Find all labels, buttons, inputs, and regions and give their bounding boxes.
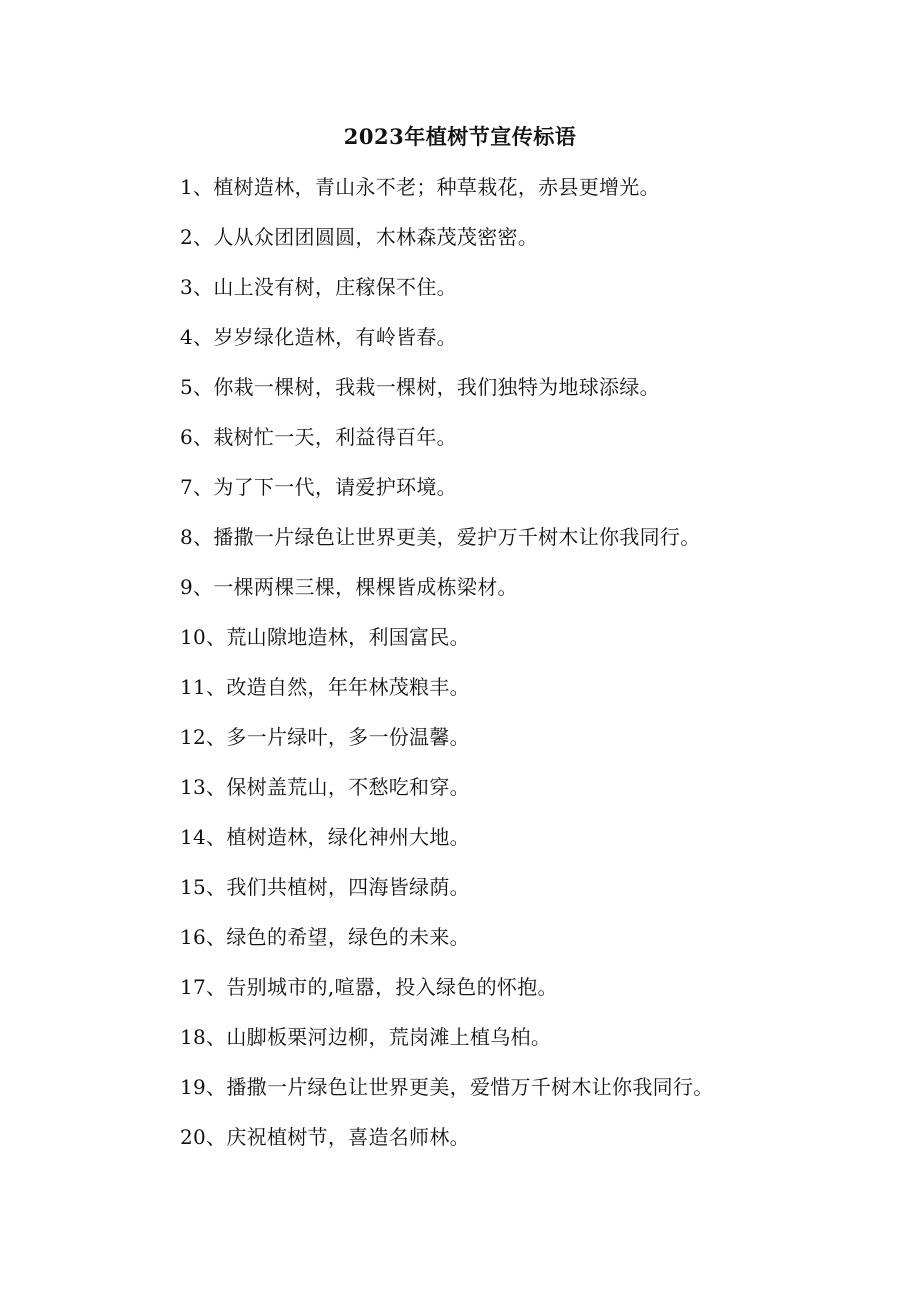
slogan-item-3: 3、山上没有树，庄稼保不住。: [180, 275, 457, 299]
slogan-item-4: 4、岁岁绿化造林，有岭皆春。: [180, 325, 457, 349]
slogan-item-10: 10、荒山隙地造林，利国富民。: [180, 625, 470, 649]
slogan-list: [180, 170, 880, 1170]
slogan-item-19: 19、播撒一片绿色让世界更美，爱惜万千树木让你我同行。: [180, 1075, 714, 1099]
slogan-item-1: 1、植树造林，青山永不老；种草栽花，赤县更增光。: [180, 175, 660, 199]
slogan-item-18: 18、山脚板栗河边柳，荒岗滩上植乌柏。: [180, 1025, 552, 1049]
slogan-item-9: 9、一棵两棵三棵，棵棵皆成栋梁材。: [180, 575, 518, 599]
document-title: 2023年植树节宣传标语: [343, 124, 577, 149]
slogan-item-14: 14、植树造林，绿化神州大地。: [180, 825, 470, 849]
slogan-item-6: 6、栽树忙一天，利益得百年。: [180, 425, 457, 449]
slogan-item-5: 5、你栽一棵树，我栽一棵树，我们独特为地球添绿。: [180, 375, 660, 399]
slogan-item-8: 8、播撒一片绿色让世界更美，爱护万千树木让你我同行。: [180, 525, 701, 549]
slogan-item-17: 17、告别城市的,喧嚣，投入绿色的怀抱。: [180, 975, 558, 999]
slogan-item-15: 15、我们共植树，四海皆绿荫。: [180, 875, 470, 899]
slogan-item-13: 13、保树盖荒山，不愁吃和穿。: [180, 775, 470, 799]
slogan-item-20: 20、庆祝植树节，喜造名师林。: [180, 1125, 470, 1149]
slogan-item-7: 7、为了下一代，请爱护环境。: [180, 475, 457, 499]
slogan-item-11: 11、改造自然，年年林茂粮丰。: [180, 675, 470, 699]
slogan-item-12: 12、多一片绿叶，多一份温馨。: [180, 725, 470, 749]
slogan-item-16: 16、绿色的希望，绿色的未来。: [180, 925, 470, 949]
slogan-item-2: 2、人从众团团圆圆，木林森茂茂密密。: [180, 225, 539, 249]
